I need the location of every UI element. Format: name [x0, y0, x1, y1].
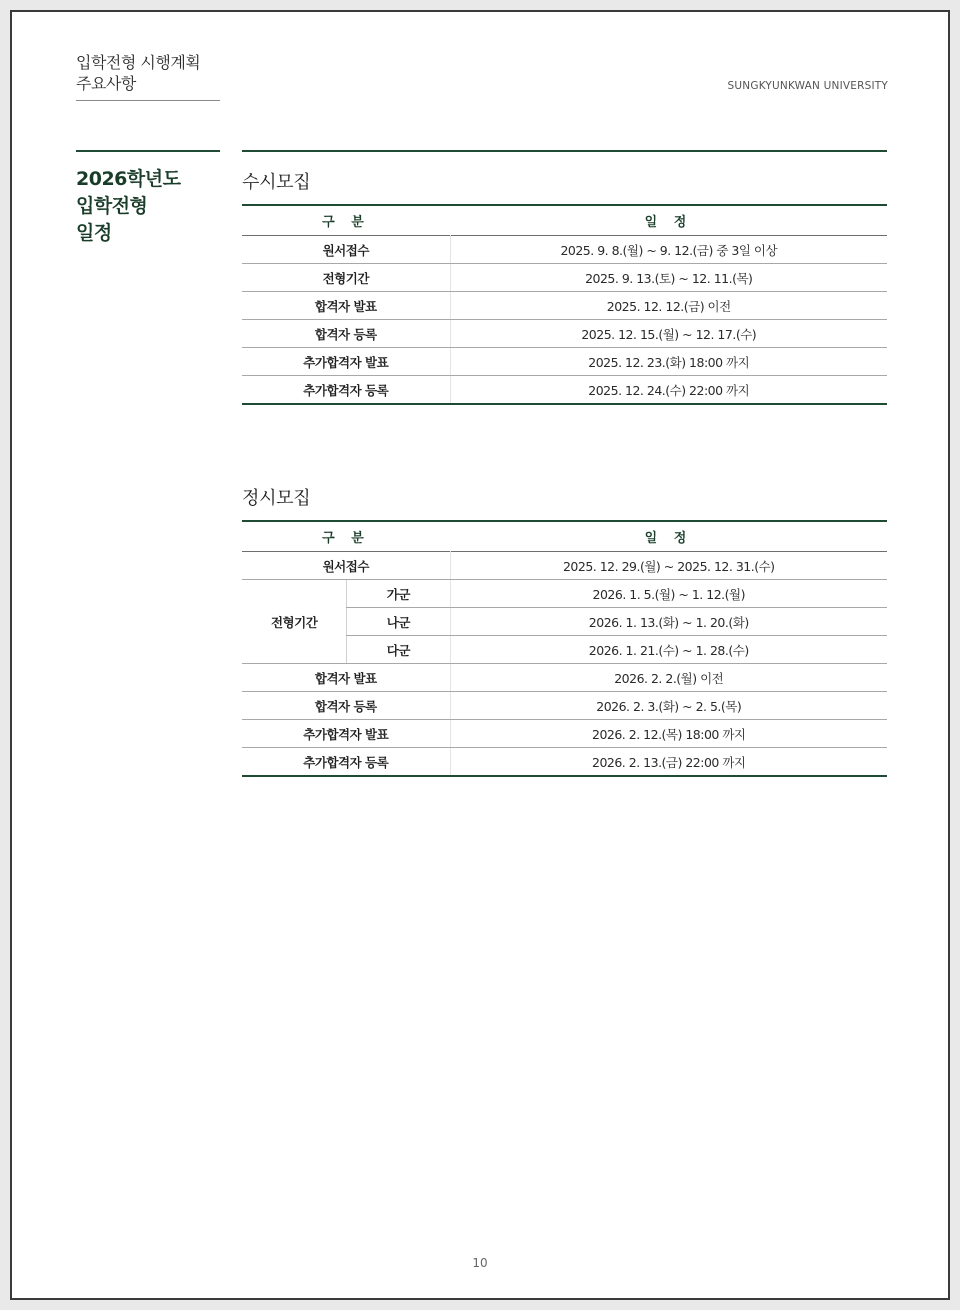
table-row — [242, 692, 887, 720]
row-date: 2026. 2. 2.(월) 이전 — [450, 664, 887, 692]
row-date: 2025. 12. 12.(금) 이전 — [450, 292, 887, 320]
header-title-line2: 주요사항 — [76, 74, 136, 93]
susi-section-rule — [242, 150, 887, 152]
table-row — [242, 376, 887, 405]
sidebar-title-line3: 일정 — [76, 222, 112, 244]
table-row — [242, 320, 887, 348]
row-category-screening: 전형기간 — [242, 580, 347, 664]
row-category: 원서접수 — [242, 552, 450, 580]
table-row — [242, 552, 887, 580]
row-category: 합격자 발표 — [242, 664, 450, 692]
header-schedule: 일 정 — [644, 531, 693, 546]
sidebar-divider — [76, 150, 220, 152]
row-date: 2025. 9. 13.(토) ~ 12. 11.(목) — [450, 264, 887, 292]
row-date: 2026. 1. 21.(수) ~ 1. 28.(수) — [450, 636, 887, 664]
row-category: 원서접수 — [242, 236, 450, 264]
page-header-title — [76, 52, 200, 94]
row-date: 2026. 1. 5.(월) ~ 1. 12.(월) — [450, 580, 887, 608]
row-date: 2026. 1. 13.(화) ~ 1. 20.(화) — [450, 608, 887, 636]
header-title-line1: 입학전형 시행계획 — [76, 53, 201, 72]
row-category: 추가합격자 등록 — [303, 754, 389, 770]
table-row — [242, 580, 887, 608]
table-row — [242, 664, 887, 692]
susi-section — [242, 150, 887, 405]
row-category: 추가합격자 등록 — [303, 382, 389, 398]
jeongsi-section — [242, 478, 887, 777]
row-date: 2025. 12. 29.(월) ~ 2025. 12. 31.(수) — [450, 552, 887, 580]
sidebar-title — [76, 166, 180, 247]
sidebar-title-line1: 2026학년도 — [76, 168, 181, 190]
jeongsi-schedule-table — [242, 520, 887, 777]
table-row — [242, 264, 887, 292]
header-schedule: 일 정 — [644, 215, 693, 230]
susi-schedule-table — [242, 204, 887, 405]
row-date: 2026. 2. 12.(목) 18:00 까지 — [450, 720, 887, 748]
header-divider — [76, 100, 220, 101]
university-name: SUNGKYUNKWAN UNIVERSITY — [727, 80, 888, 92]
row-date: 2026. 2. 13.(금) 22:00 까지 — [450, 748, 887, 777]
table-row — [242, 748, 887, 777]
row-subgroup: 나군 — [347, 608, 450, 636]
row-category: 합격자 등록 — [242, 692, 450, 720]
table-row — [242, 236, 887, 264]
row-date: 2025. 12. 23.(화) 18:00 까지 — [450, 348, 887, 376]
header-category: 구 분 — [322, 531, 370, 546]
sidebar-title-line2: 입학전형 — [76, 195, 148, 217]
table-row — [242, 348, 887, 376]
row-category: 합격자 발표 — [242, 292, 450, 320]
document-page — [10, 10, 950, 1300]
row-category: 합격자 등록 — [242, 320, 450, 348]
row-subgroup: 가군 — [347, 580, 450, 608]
row-category: 전형기간 — [242, 264, 450, 292]
table-header-row — [242, 205, 887, 236]
row-date: 2025. 9. 8.(월) ~ 9. 12.(금) 중 3일 이상 — [450, 236, 887, 264]
susi-title: 수시모집 — [242, 172, 311, 193]
table-row — [242, 292, 887, 320]
header-category: 구 분 — [322, 215, 370, 230]
table-header-row — [242, 521, 887, 552]
table-row — [242, 720, 887, 748]
row-date: 2025. 12. 24.(수) 22:00 까지 — [450, 376, 887, 405]
row-category: 추가합격자 발표 — [242, 720, 450, 748]
row-date: 2026. 2. 3.(화) ~ 2. 5.(목) — [450, 692, 887, 720]
row-date: 2025. 12. 15.(월) ~ 12. 17.(수) — [450, 320, 887, 348]
row-subgroup: 다군 — [347, 636, 450, 664]
page-number: 10 — [472, 1256, 488, 1270]
jeongsi-title: 정시모집 — [242, 488, 311, 509]
row-category: 추가합격자 발표 — [242, 348, 450, 376]
